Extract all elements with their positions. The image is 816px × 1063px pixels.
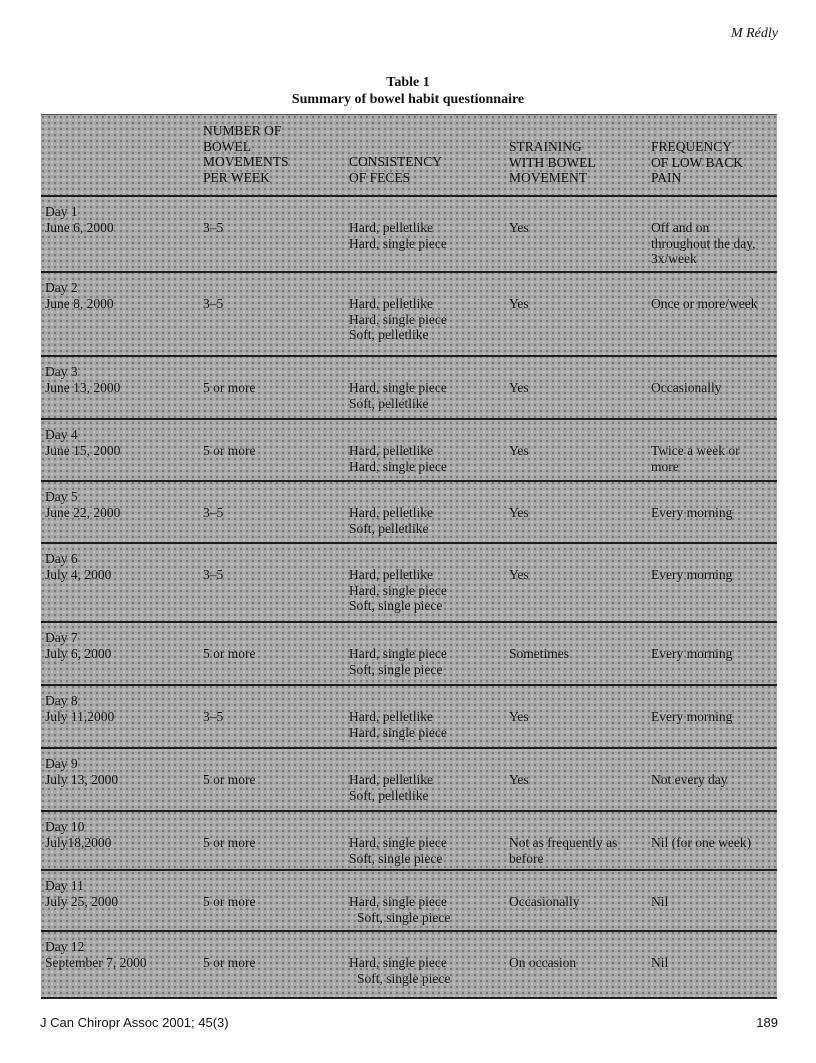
cell-back-pain-value: Every morning [651,505,733,520]
table-row [41,480,777,544]
table-row [41,195,777,273]
cell-day-date [45,280,195,311]
cell-bm-value: 3–5 [203,220,224,235]
table-row [41,542,777,623]
cell-back-pain [651,296,775,312]
table-row [41,684,777,749]
cell-consistency-line: Soft, single piece [357,970,451,986]
cell-back-pain [651,894,775,910]
cell-bowel-movements [203,296,348,312]
cell-bowel-movements [203,220,348,236]
cell-day-date [45,551,195,582]
cell-day: Day 7 [45,630,78,645]
cell-consistency [349,443,509,474]
cell-consistency [349,709,509,740]
cell-bm-value: 5 or more [203,894,256,909]
cell-back-pain [651,567,775,583]
cell-straining [509,505,651,521]
cell-straining [509,220,651,236]
cell-consistency [349,646,509,677]
table-row [41,869,777,932]
cell-bowel-movements [203,709,348,725]
cell-day-date [45,819,195,850]
table-row [41,930,777,999]
cell-day-date [45,427,195,458]
cell-consistency-line: Soft, pelletlike [349,395,429,411]
cell-consistency-line: Hard, single piece [349,835,447,850]
cell-bm-value: 5 or more [203,955,256,970]
cell-day-date [45,693,195,724]
cell-straining-value: Yes [509,380,529,395]
cell-consistency-line: Hard, single piece [349,724,447,740]
cell-consistency-line: Hard, single piece [349,894,447,909]
table-row [41,355,777,420]
cell-straining-value: Yes [509,567,529,582]
cell-straining-value: Yes [509,220,529,235]
cell-consistency-line: Hard, single piece [349,235,447,251]
cell-consistency-line: Hard, pelletlike [349,505,433,520]
cell-bowel-movements [203,380,348,396]
cell-back-pain [651,380,775,396]
cell-back-pain-value: Once or more/week [651,296,758,311]
cell-back-pain [651,835,775,851]
cell-consistency-line: Hard, single piece [349,582,447,598]
cell-day: Day 9 [45,756,78,771]
cell-straining [509,894,651,910]
cell-back-pain [651,505,775,521]
cell-consistency-line: Soft, pelletlike [349,520,429,536]
cell-bm-value: 5 or more [203,835,256,850]
cell-consistency-line: Hard, pelletlike [349,296,433,311]
cell-date: June 15, 2000 [45,442,121,458]
cell-back-pain [651,955,775,971]
cell-back-pain [651,709,775,725]
cell-back-pain-value: Every morning [651,567,733,582]
cell-date: July 4, 2000 [45,566,112,582]
cell-back-pain [651,646,775,662]
cell-straining [509,567,651,583]
cell-consistency-line: Soft, pelletlike [349,327,429,342]
cell-consistency-line: Soft, single piece [357,909,451,925]
cell-bowel-movements [203,567,348,583]
cell-back-pain [651,443,775,474]
cell-consistency-line: Hard, pelletlike [349,772,433,787]
cell-consistency [349,955,509,986]
footer-citation: J Can Chiropr Assoc 2001; 45(3) [40,1015,229,1030]
cell-date: June 6, 2000 [45,219,114,235]
cell-consistency-line: Hard, single piece [349,955,447,970]
cell-day-date [45,939,195,970]
cell-date: June 13, 2000 [45,379,121,395]
cell-bm-value: 3–5 [203,709,224,724]
cell-bm-value: 5 or more [203,380,256,395]
questionnaire-table [41,114,777,999]
cell-straining-value: Yes [509,296,529,311]
cell-consistency-line: Hard, pelletlike [349,567,433,582]
cell-consistency-line: Soft, single piece [349,850,443,866]
cell-back-pain-value: Off and on throughout the day, 3x/week [651,220,756,266]
table-title-block [0,74,816,108]
header-consistency: CONSISTENCY OF FECES [349,154,443,185]
cell-straining [509,443,651,459]
cell-consistency [349,772,509,803]
cell-straining-value: Yes [509,443,529,458]
cell-date: June 22, 2000 [45,504,121,520]
cell-consistency [349,220,509,251]
cell-bowel-movements [203,646,348,662]
table-row [41,621,777,686]
header-back-pain: FREQUENCY OF LOW BACK PAIN [651,139,744,185]
cell-consistency-line: Soft, pelletlike [349,787,429,803]
cell-bm-value: 3–5 [203,567,224,582]
cell-date: July 25, 2000 [45,893,119,909]
cell-straining-value: Yes [509,709,529,724]
cell-consistency-line: Hard, pelletlike [349,443,433,458]
cell-bm-value: 3–5 [203,505,224,520]
cell-consistency [349,296,509,343]
cell-straining-value: Yes [509,772,529,787]
cell-consistency-line: Hard, single piece [349,311,447,327]
cell-day: Day 3 [45,364,78,379]
cell-consistency [349,505,509,536]
cell-straining [509,772,651,788]
cell-bowel-movements [203,772,348,788]
cell-back-pain [651,772,775,788]
cell-back-pain-value: Twice a week or more [651,443,740,474]
cell-consistency-line: Hard, single piece [349,380,447,395]
cell-back-pain [651,220,775,267]
page-header-author: M Rédly [730,26,778,41]
cell-back-pain-value: Nil [651,894,669,909]
cell-bowel-movements [203,443,348,459]
cell-straining [509,709,651,725]
cell-bm-value: 3–5 [203,296,224,311]
cell-day-date [45,489,195,520]
cell-straining-value: Not as frequently as before [509,835,618,866]
cell-day: Day 11 [45,878,84,893]
cell-day: Day 12 [45,939,85,954]
cell-day: Day 10 [45,819,85,834]
cell-bowel-movements [203,505,348,521]
cell-bm-value: 5 or more [203,443,256,458]
cell-bowel-movements [203,894,348,910]
cell-consistency [349,380,509,411]
cell-day-date [45,756,195,787]
cell-day: Day 1 [45,204,78,219]
cell-date: July18,2000 [45,834,112,850]
cell-straining-value: Sometimes [509,646,569,661]
footer-page-number: 189 [756,1015,778,1030]
table-row [41,271,777,357]
header-bowel-movements: NUMBER OF BOWEL MOVEMENTS PER WEEK [203,123,289,185]
cell-day-date [45,364,195,395]
cell-consistency-line: Hard, pelletlike [349,709,433,724]
cell-date: July 13, 2000 [45,771,119,787]
cell-back-pain-value: Nil [651,955,669,970]
cell-straining [509,835,651,866]
cell-consistency-line: Hard, pelletlike [349,220,433,235]
cell-straining-value: Occasionally [509,894,580,909]
cell-day-date [45,878,195,909]
cell-consistency-line: Soft, single piece [349,661,443,677]
table-row [41,418,777,482]
cell-consistency [349,567,509,614]
cell-date: July 11,2000 [45,708,115,724]
cell-day-date [45,630,195,661]
cell-back-pain-value: Not every day [651,772,728,787]
cell-back-pain-value: Occasionally [651,380,722,395]
cell-date: June 8, 2000 [45,295,114,311]
cell-back-pain-value: Nil (for one week) [651,835,752,850]
cell-consistency-line: Hard, single piece [349,458,447,474]
cell-consistency [349,835,509,866]
table-caption: Summary of bowel habit questionnaire [291,92,525,107]
cell-consistency-line: Soft, single piece [349,598,443,613]
cell-consistency-line: Hard, single piece [349,646,447,661]
cell-bm-value: 5 or more [203,772,256,787]
cell-date: July 6, 2000 [45,645,112,661]
cell-day-date [45,204,195,235]
table-label: Table 1 [386,75,430,90]
cell-straining-value: On occasion [509,955,577,970]
cell-bm-value: 5 or more [203,646,256,661]
cell-day: Day 4 [45,427,78,442]
cell-day: Day 2 [45,280,78,295]
cell-consistency [349,894,509,925]
cell-straining [509,955,651,971]
table-row [41,810,777,871]
cell-day: Day 8 [45,693,78,708]
cell-straining [509,296,651,312]
cell-straining [509,380,651,396]
cell-day: Day 6 [45,551,78,566]
cell-back-pain-value: Every morning [651,646,733,661]
header-straining: STRAINING WITH BOWEL MOVEMENT [509,139,596,185]
table-row [41,747,777,812]
cell-back-pain-value: Every morning [651,709,733,724]
cell-straining [509,646,651,662]
cell-day: Day 5 [45,489,78,504]
cell-bowel-movements [203,955,348,971]
cell-bowel-movements [203,835,348,851]
cell-straining-value: Yes [509,505,529,520]
cell-date: September 7, 2000 [45,954,147,970]
